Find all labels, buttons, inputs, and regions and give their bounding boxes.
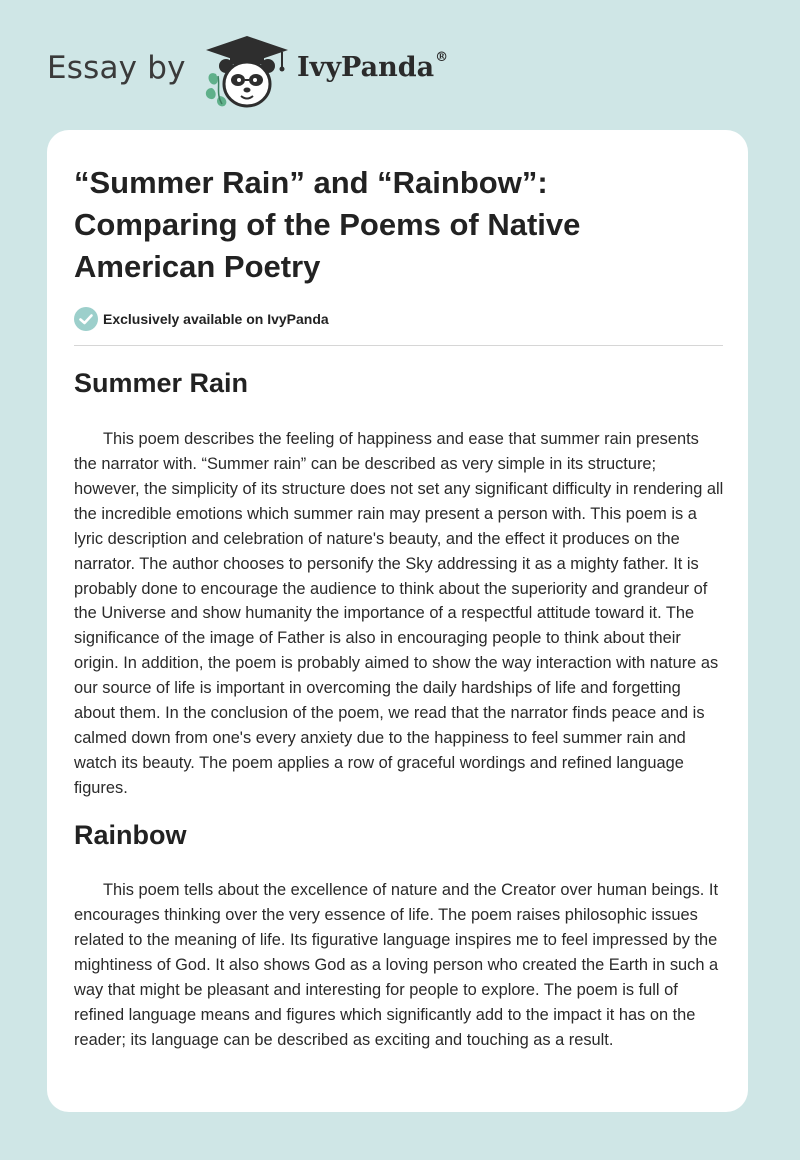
section-body-summer-rain: This poem describes the feeling of happiness and ease that summer rain presents the narrator with. “Summer rain” can be described as very simple in its structure; however, the simplicity of its structure does not set any significant difficulty in rendering all the incredible emotions which summer rain may present a person with. This poem is a lyric description and celebration of nature's beauty, and the effect it produces on the narrator. The author chooses to personify the Sky addressing it as a mighty father. It is probably done to encourage the audience to think about the superiority and grandeur of the Universe and show humanity the importance of a respectful attitude toward it. The significance of the image of Father is also in encouraging people to think about their origin. In addition, the poem is probably aimed to show the way interaction with nature as our source of life is important in overcoming the daily hardships of life and forgetting about them. In the conclusion of the poem, we read that the narrator finds peace and is calmed down from one's every anxiety due to the happiness to feel summer rain and watch its beauty. The poem applies a row of graceful wordings and refined language figures. [74, 430, 724, 797]
exclusive-badge [74, 306, 329, 332]
section-body-rainbow: This poem tells about the excellence of nature and the Creator over human beings. It encourages thinking over the very essence of life. The poem raises philosophic issues related to the meaning of life. Its figurative language inspires me to feel impressed by the mightiness of God. It also shows God as a loving person who created the Earth in such a way that might be pleasant and interesting for people to explore. The poem is full of refined language means and figures which significantly add to the impact it has on the reader; its language can be described as exciting and touching as a result. [74, 881, 719, 1049]
section-heading-rainbow: Rainbow [74, 820, 187, 850]
section-heading-summer-rain: Summer Rain [74, 368, 249, 398]
title-divider [74, 345, 723, 346]
article-card [47, 130, 748, 1112]
brand-name: IvyPanda [297, 52, 435, 83]
panda-graduate-icon[interactable] [202, 34, 292, 110]
site-header [47, 30, 547, 110]
check-circle-icon [74, 307, 98, 331]
brand-logo-text[interactable] [297, 52, 448, 83]
exclusive-badge-text: Exclusively available on IvyPanda [103, 311, 329, 327]
registered-mark: ® [435, 50, 449, 65]
page-title: “Summer Rain” and “Rainbow”: Comparing of the Poems of Native American Poetry [74, 165, 581, 284]
essay-by-label: Essay by [47, 50, 186, 86]
